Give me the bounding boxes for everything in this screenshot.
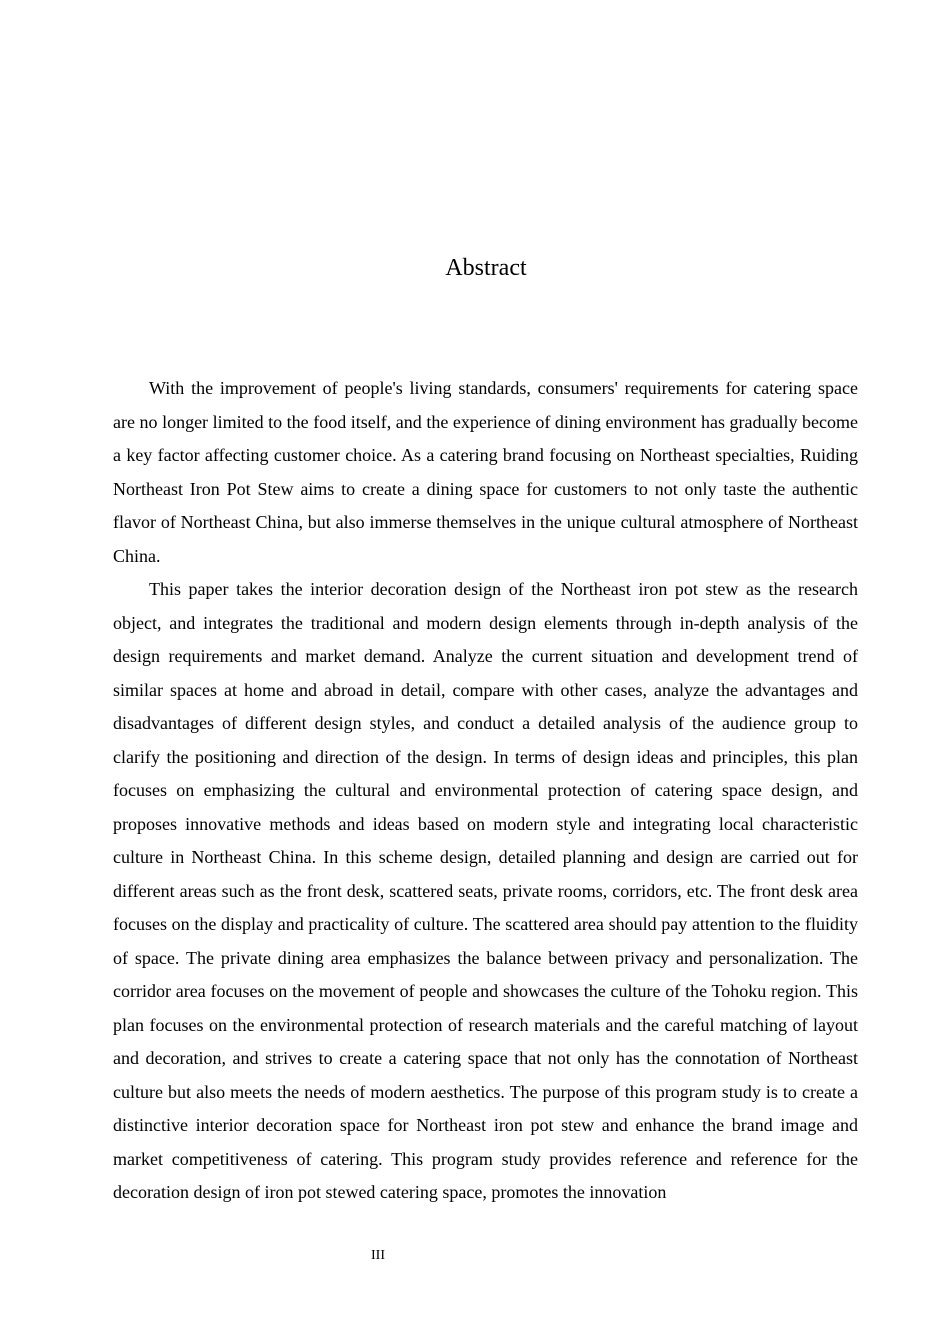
- abstract-body: [113, 372, 858, 1210]
- abstract-paragraph-1: With the improvement of people's living standards, consumers' requirements for catering space are no longer limited to the food itself, and the experience of dining environment has gradually become a key factor affecting customer choice. As a catering brand focusing on Northeast specialties, Ruiding Northeast Iron Pot Stew aims to create a dining space for customers to not only taste the authentic flavor of Northeast China, but also immerse themselves in the unique cultural atmosphere of Northeast China.: [113, 378, 858, 566]
- abstract-title: Abstract: [445, 255, 527, 281]
- page-number: III: [371, 1248, 385, 1263]
- abstract-paragraph-2: This paper takes the interior decoration design of the Northeast iron pot stew as the research object, and integrates the traditional and modern design elements through in-depth analysis of the design requirements and market demand. Analyze the current situation and development trend of similar spaces at home and abroad in detail, compare with other cases, analyze the advantages and disadvantages of different design styles, and conduct a detailed analysis of the audience group to clarify the positioning and direction of the design. In terms of design ideas and principles, this plan focuses on emphasizing the cultural and environmental protection of catering space design, and proposes innovative methods and ideas based on modern style and integrating local characteristic culture in Northeast China. In this scheme design, detailed planning and design are carried out for different areas such as the front desk, scattered seats, private rooms, corridors, etc. The front desk area focuses on the display and practicality of culture. The scattered area should pay attention to the fluidity of space. The private dining area emphasizes the balance between privacy and personalization. The corridor area focuses on the movement of people and showcases the culture of the Tohoku region. This plan focuses on the environmental protection of research materials and the careful matching of layout and decoration, and strives to create a catering space that not only has the connotation of Northeast culture but also meets the needs of modern aesthetics. The purpose of this program study is to create a distinctive interior decoration space for Northeast iron pot stew and enhance the brand image and market competitiveness of catering. This program study provides reference and reference for the decoration design of iron pot stewed catering space, promotes the innovation: [113, 579, 858, 1202]
